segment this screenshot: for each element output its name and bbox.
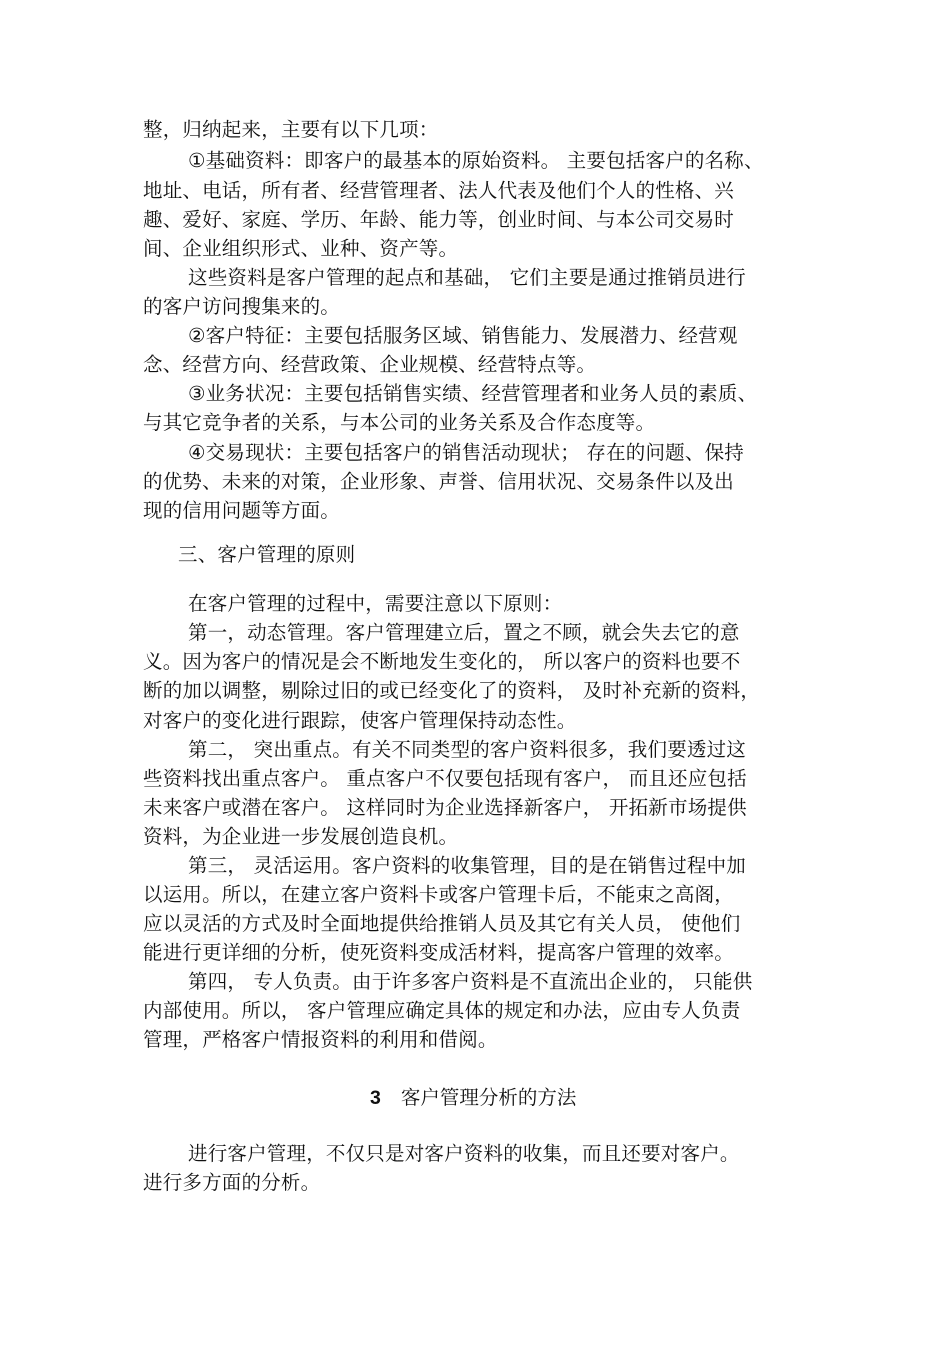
text-line: 在客户管理的过程中，需要注意以下原则： (188, 592, 563, 615)
text-line: 的客户访问搜集来的。 (143, 295, 341, 318)
text-line: ②客户特征：主要包括服务区域、销售能力、发展潜力、经营观 (188, 324, 738, 347)
text-line: 念、经营方向、经营政策、企业规模、经营特点等。 (143, 353, 597, 376)
text-line: 能进行更详细的分析，使死资料变成活材料，提高客户管理的效率。 (143, 941, 735, 964)
text-line: ①基础资料：即客户的最基本的原始资料。 主要包括客户的名称、 (188, 149, 764, 172)
text-line: 现的信用问题等方面。 (143, 499, 341, 522)
chapter-heading (370, 1084, 576, 1112)
text-line: 第四， 专人负责。由于许多客户资料是不直流出企业的， 只能供 (188, 970, 753, 993)
text-line: 未来客户或潜在客户。 这样同时为企业选择新客户， 开拓新市场提供 (143, 796, 747, 819)
text-line: 断的加以调整，剔除过旧的或已经变化了的资料， 及时补充新的资料， (143, 679, 761, 702)
text-line: ④交易现状：主要包括客户的销售活动现状； 存在的问题、保持 (188, 441, 744, 464)
chapter-title: 客户管理分析的方法 (400, 1086, 577, 1109)
chapter-number: 3 (370, 1087, 381, 1109)
text-line: 的优势、未来的对策，企业形象、声誉、信用状况、交易条件以及出 (143, 470, 735, 493)
text-line: 义。因为客户的情况是会不断地发生变化的， 所以客户的资料也要不 (143, 650, 741, 673)
text-line: 进行客户管理，不仅只是对客户资料的收集，而且还要对客户。 (188, 1142, 740, 1165)
text-line: 第三， 灵活运用。客户资料的收集管理，目的是在销售过程中加 (188, 854, 746, 877)
text-line: 管理，严格客户情报资料的利用和借阅。 (143, 1028, 498, 1051)
text-line: 进行多方面的分析。 (143, 1171, 321, 1194)
text-line: 第一，动态管理。客户管理建立后，置之不顾，就会失去它的意 (188, 621, 740, 644)
text-line: 地址、电话，所有者、经营管理者、法人代表及他们个人的性格、兴 (143, 179, 735, 202)
text-line: 资料，为企业进一步发展创造良机。 (143, 825, 459, 848)
text-line: 这些资料是客户管理的起点和基础， 它们主要是通过推销员进行 (188, 266, 746, 289)
text-line: 与其它竞争者的关系，与本公司的业务关系及合作态度等。 (143, 411, 656, 434)
text-line: 间、企业组织形式、业种、资产等。 (143, 237, 459, 260)
text-line: 些资料找出重点客户。 重点客户不仅要包括现有客户， 而且还应包括 (143, 767, 747, 790)
text-line: ③业务状况：主要包括销售实绩、经营管理者和业务人员的素质、 (188, 382, 758, 405)
text-line: 整，归纳起来，主要有以下几项： (143, 118, 439, 141)
text-line: 应以灵活的方式及时全面地提供给推销人员及其它有关人员， 使他们 (143, 912, 741, 935)
text-line: 对客户的变化进行跟踪，使客户管理保持动态性。 (143, 709, 577, 732)
text-line: 第二， 突出重点。有关不同类型的客户资料很多，我们要透过这 (188, 738, 746, 761)
section-heading: 三、客户管理的原则 (178, 543, 356, 566)
text-line: 内部使用。所以， 客户管理应确定具体的规定和办法，应由专人负责 (143, 999, 741, 1022)
text-line: 趣、爱好、家庭、学历、年龄、能力等，创业时间、与本公司交易时 (143, 208, 735, 231)
text-line: 以运用。所以，在建立客户资料卡或客户管理卡后，不能束之高阁， (143, 883, 735, 906)
